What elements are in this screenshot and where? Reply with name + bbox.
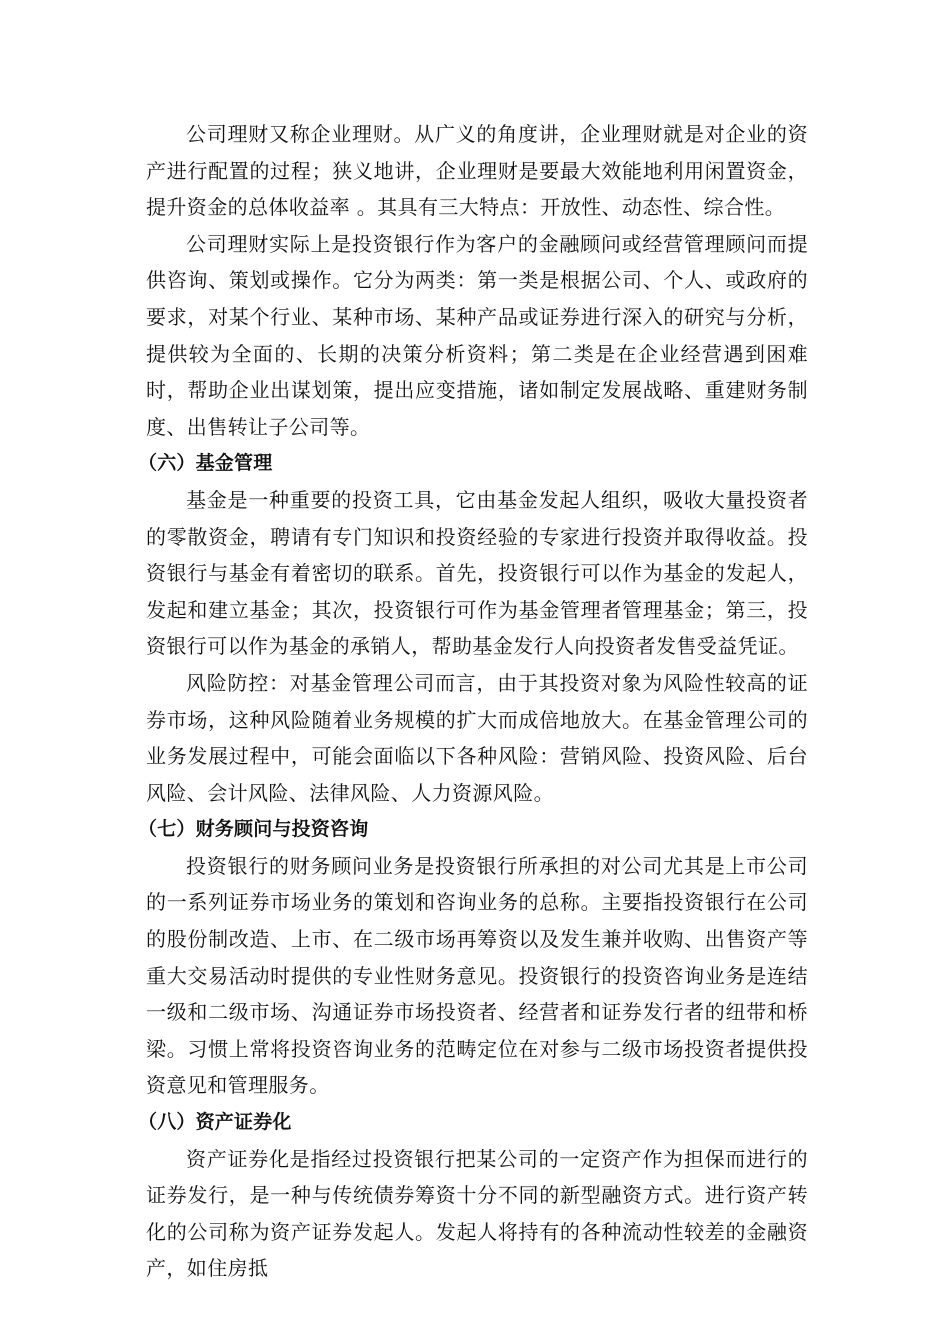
paragraph-corporate-finance-types: 公司理财实际上是投资银行作为客户的金融顾问或经营管理顾问而提供咨询、策划或操作。它分为两类：第一类是根据公司、个人、或政府的要求，对某个行业、某种市场、某种产品或证券进行深入的研究与分析，提供较为全面的、长期的决策分析资料；第二类是在企业经营遇到困难时，帮助企业出谋划策，提出应变措施，诸如制定发展战略、重建财务制度、出售转让子公司等。 xyxy=(146,231,808,439)
heading-financial-advisory: （七）财务顾问与投资咨询 xyxy=(138,818,369,841)
paragraph-corporate-finance-definition: 公司理财又称企业理财。从广义的角度讲，企业理财就是对企业的资产进行配置的过程；狭义地讲，企业理财是要最大效能地利用闲置资金，提升资金的总体收益率 。其具有三大特点：开放性、动态性、综合性。 xyxy=(146,122,808,220)
paragraph-fund-intro: 基金是一种重要的投资工具，它由基金发起人组织，吸收大量投资者的零散资金，聘请有专门知识和投资经验的专家进行投资并取得收益。投资银行与基金有着密切的联系。首先，投资银行可以作为基金的发起人，发起和建立基金；其次，投资银行可作为基金管理者管理基金；第三，投资银行可以作为基金的承销人，帮助基金发行人向投资者发售受益凭证。 xyxy=(146,487,808,659)
paragraph-asset-securitization: 资产证券化是指经过投资银行把某公司的一定资产作为担保而进行的证券发行，是一种与传统债券筹资十分不同的新型融资方式。进行资产转化的公司称为资产证券发起人。发起人将持有的各种流动性较差的金融资产，如住房抵 xyxy=(146,1146,808,1281)
paragraph-fund-risk-control: 风险防控：对基金管理公司而言，由于其投资对象为风险性较高的证券市场，这种风险随着业务规模的扩大而成倍地放大。在基金管理公司的业务发展过程中，可能会面临以下各种风险：营销风险、投资风险、后台风险、会计风险、法律风险、人力资源风险。 xyxy=(146,670,808,805)
heading-asset-securitization: （八）资产证券化 xyxy=(138,1111,292,1134)
paragraph-financial-advisory: 投资银行的财务顾问业务是投资银行所承担的对公司尤其是上市公司的一系列证券市场业务的策划和咨询业务的总称。主要指投资银行在公司的股份制改造、上市、在二级市场再筹资以及发生兼并收购、出售资产等重大交易活动时提供的专业性财务意见。投资银行的投资咨询业务是连结一级和二级市场、沟通证券市场投资者、经营者和证券发行者的纽带和桥梁。习惯上常将投资咨询业务的范畴定位在对参与二级市场投资者提供投资意见和管理服务。 xyxy=(146,853,808,1098)
document-body xyxy=(138,116,808,1287)
heading-fund-management: （六）基金管理 xyxy=(138,452,273,475)
